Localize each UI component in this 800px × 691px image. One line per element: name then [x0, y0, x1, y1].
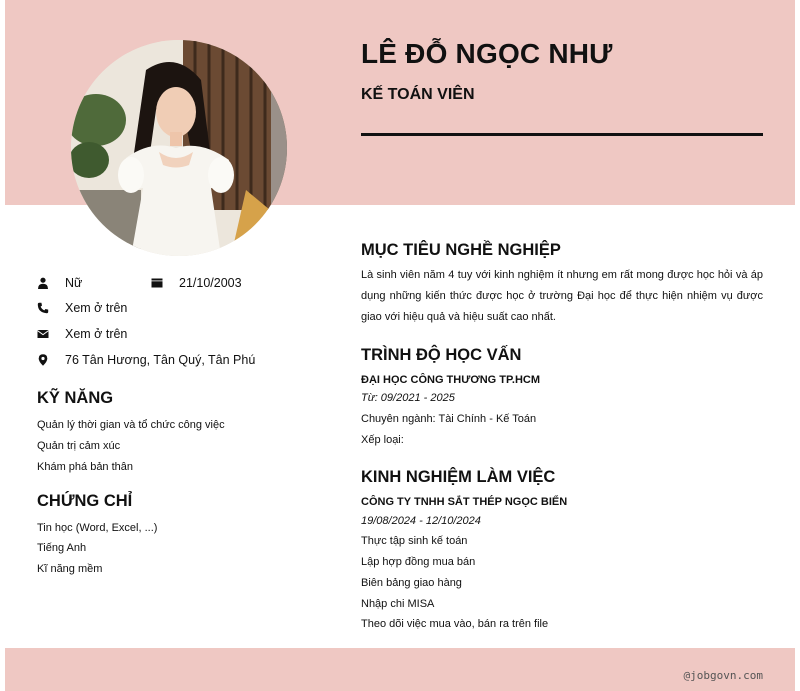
education-heading: TRÌNH ĐỘ HỌC VẤN	[361, 346, 522, 364]
experience-item: Lập hợp đồng mua bán	[361, 556, 476, 568]
education-rank: Xếp loại:	[361, 434, 404, 446]
experience-item: Thực tập sinh kế toán	[361, 535, 468, 547]
birthdate-value: 21/10/2003	[179, 276, 242, 290]
skill-item: Khám phá bản thân	[37, 461, 134, 473]
address-value: 76 Tân Hương, Tân Quý, Tân Phú	[65, 353, 256, 367]
phone-value: Xem ở trên	[65, 301, 128, 315]
mail-icon	[37, 328, 49, 340]
certificate-item: Tiếng Anh	[37, 542, 87, 554]
email-row	[37, 327, 127, 341]
certificates-heading: CHỨNG CHỈ	[37, 492, 133, 510]
candidate-title: KẾ TOÁN VIÊN	[361, 86, 475, 103]
skills-heading: KỸ NĂNG	[37, 389, 114, 407]
gender-row	[37, 276, 82, 290]
skill-item: Quản lý thời gian và tổ chức công việc	[37, 419, 225, 431]
experience-period: 19/08/2024 - 12/10/2024	[361, 515, 481, 527]
company-name: CÔNG TY TNHH SẮT THÉP NGỌC BIỂN	[361, 496, 568, 508]
certificate-item: Kĩ năng mềm	[37, 563, 103, 575]
phone-icon	[37, 302, 49, 314]
certificate-item: Tin học (Word, Excel, ...)	[37, 522, 158, 534]
objective-text: Là sinh viên năm 4 tuy với kinh nghiệm ít nhưng em rất mong được học hỏi và áp dụng những kiến thức được học ở trường Đại học để thực hiện nhiệm vụ được giao với hiệu quả và hiệu suất cao nhất.	[361, 269, 763, 323]
portrait-image	[71, 40, 287, 256]
school-name: ĐẠI HỌC CÔNG THƯƠNG TP.HCM	[361, 374, 541, 386]
objective-heading: MỤC TIÊU NGHỀ NGHIỆP	[361, 241, 561, 259]
birthdate-row	[151, 276, 242, 290]
phone-row	[37, 301, 127, 315]
calendar-icon	[151, 277, 163, 289]
address-row	[37, 353, 255, 367]
experience-heading: KINH NGHIỆM LÀM VIỆC	[361, 468, 556, 486]
watermark: @jobgovn.com	[683, 669, 763, 682]
education-major: Chuyên ngành: Tài Chính - Kế Toán	[361, 413, 537, 425]
experience-item: Biên bảng giao hàng	[361, 577, 462, 589]
education-period: Từ: 09/2021 - 2025	[361, 392, 455, 404]
footer-band	[5, 648, 795, 691]
candidate-name: LÊ ĐỖ NGỌC NHƯ	[361, 38, 613, 69]
experience-item: Theo dõi việc mua vào, bán ra trên file	[361, 618, 549, 630]
experience-item: Nhập chi MISA	[361, 598, 435, 610]
gender-value: Nữ	[65, 276, 83, 290]
profile-photo	[71, 40, 287, 256]
email-value: Xem ở trên	[65, 327, 128, 341]
skill-item: Quản trị cảm xúc	[37, 440, 121, 452]
person-icon	[37, 277, 49, 289]
header-divider	[361, 133, 763, 136]
location-pin-icon	[37, 354, 49, 366]
